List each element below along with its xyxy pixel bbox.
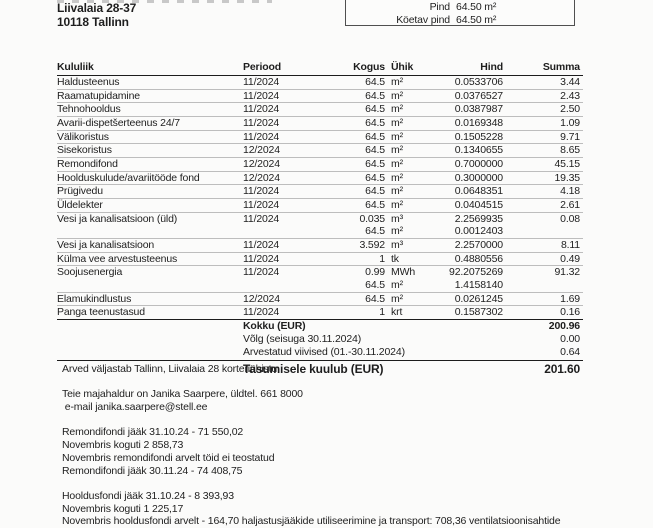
cell-summa: 2.61 bbox=[560, 198, 580, 211]
cell-kululiik: Soojusenergia bbox=[57, 266, 123, 279]
cell-kululiik bbox=[57, 279, 243, 292]
cell-summa: 91.32 bbox=[554, 266, 580, 279]
cell-hind: 0.0169348 bbox=[454, 116, 503, 129]
table-row bbox=[57, 213, 583, 226]
cell-periood: 12/2024 bbox=[243, 144, 280, 157]
table-row bbox=[57, 103, 583, 117]
cell-summa: 2.50 bbox=[560, 103, 580, 116]
cell-hind: 0.1505228 bbox=[454, 130, 503, 143]
cell-kogus: 64.5 bbox=[365, 171, 385, 184]
cell-hind: 0.0012403 bbox=[454, 225, 503, 238]
footer-line bbox=[62, 477, 647, 490]
cell-kululiik: Vesi ja kanalisatsioon bbox=[57, 238, 155, 251]
cell-periood: 12/2024 bbox=[243, 157, 280, 170]
cell-hind: 0.1587302 bbox=[454, 306, 503, 319]
cell-summa: 0.16 bbox=[560, 306, 580, 319]
table-body bbox=[57, 76, 583, 319]
table-row bbox=[57, 185, 583, 199]
cell-kogus: 1 bbox=[379, 306, 385, 319]
cell-uhik: m³ bbox=[391, 238, 403, 251]
cell-kululiik: Panga teenustasud bbox=[57, 306, 145, 319]
cell-kululiik: Välikoristus bbox=[57, 130, 109, 143]
cell-uhik: m² bbox=[391, 292, 403, 305]
cell-hind: 0.7000000 bbox=[454, 157, 503, 170]
summary-row bbox=[57, 320, 583, 333]
table-row bbox=[57, 172, 583, 186]
cell-uhik: m² bbox=[391, 278, 403, 291]
cell-kogus: 0.99 bbox=[365, 266, 385, 279]
cell-hind: 0.4880556 bbox=[454, 252, 503, 265]
cell-kululiik: Raamatupidamine bbox=[57, 89, 140, 102]
cell-hind: 0.0387987 bbox=[454, 103, 503, 116]
table-row bbox=[57, 266, 583, 279]
cell-kogus: 64.5 bbox=[365, 157, 385, 170]
cell-hind: 0.1340655 bbox=[454, 144, 503, 157]
cell-summa: 8.65 bbox=[560, 144, 580, 157]
summary-row bbox=[57, 346, 583, 359]
cell-summa: 3.44 bbox=[560, 76, 580, 88]
summary-label: Kokku (EUR) bbox=[243, 319, 306, 332]
cost-table bbox=[57, 60, 583, 376]
footer-line: Remondifondi jääk 31.10.24 - 71 550,02 bbox=[62, 426, 244, 439]
cell-kululiik: Haldusteenus bbox=[57, 76, 120, 88]
cell-kogus: 0.035 bbox=[359, 212, 385, 225]
cell-hind: 0.0404515 bbox=[454, 198, 503, 211]
cell-kululiik: Külma vee arvestusteenus bbox=[57, 252, 178, 265]
summary-spacer bbox=[57, 320, 243, 333]
cell-uhik: m² bbox=[391, 225, 403, 238]
cell-periood bbox=[243, 279, 323, 292]
cell-kululiik: Elamukindlustus bbox=[57, 292, 132, 305]
info-row bbox=[346, 1, 574, 14]
footer-line: Remondifondi jääk 30.11.24 - 74 408,75 bbox=[62, 464, 243, 477]
cell-kogus: 64.5 bbox=[365, 89, 385, 102]
cell-hind: 92.2075269 bbox=[449, 266, 503, 279]
cell-uhik: m² bbox=[391, 116, 403, 129]
cell-kogus: 64.5 bbox=[365, 225, 385, 238]
table-row bbox=[57, 144, 583, 158]
cell-periood: 11/2024 bbox=[243, 185, 280, 198]
footer-line: Novembris hooldusfondi arvelt - 164,70 haljastusjääkide utiliseerimine ja transport: 708,36 ventilatsioonisahtide bbox=[62, 515, 561, 528]
table-row bbox=[57, 199, 583, 213]
cell-kululiik: Sisekoristus bbox=[57, 144, 112, 157]
summary-value: 0.00 bbox=[560, 332, 580, 345]
cell-periood: 11/2024 bbox=[243, 252, 280, 265]
table-row bbox=[57, 225, 583, 239]
cell-kogus: 64.5 bbox=[365, 103, 385, 116]
cell-uhik: m² bbox=[391, 157, 403, 170]
footer-line: e-mail janika.saarpere@stell.ee bbox=[62, 401, 208, 414]
table-header-row bbox=[57, 60, 583, 76]
footer-line: Novembris koguti 1 225,17 bbox=[62, 502, 184, 515]
cell-hind: 0.0261245 bbox=[454, 292, 503, 305]
footer-line bbox=[62, 376, 647, 389]
cell-hind: 0.3000000 bbox=[454, 171, 503, 184]
cell-kululiik: Avarii-dispetšerteenus 24/7 bbox=[57, 116, 180, 129]
table-row bbox=[57, 279, 583, 293]
summary-spacer bbox=[57, 346, 243, 359]
cell-uhik: m² bbox=[391, 185, 403, 198]
cell-summa bbox=[503, 279, 583, 292]
address-street: Liivalaia 28-37 bbox=[57, 1, 137, 15]
cell-summa: 8.11 bbox=[560, 238, 580, 251]
cell-summa bbox=[503, 225, 583, 238]
cell-kogus: 64.5 bbox=[365, 198, 385, 211]
cell-uhik: m² bbox=[391, 198, 403, 211]
summary-value: 200.96 bbox=[548, 319, 580, 332]
table-row bbox=[57, 131, 583, 145]
cell-uhik: tk bbox=[391, 252, 399, 265]
cell-kogus: 64.5 bbox=[365, 144, 385, 157]
footer-line: Hooldusfondi jääk 31.10.24 - 8 393,93 bbox=[62, 489, 234, 502]
cell-hind: 2.2569935 bbox=[454, 212, 503, 225]
cell-kululiik: Üldelekter bbox=[57, 198, 103, 211]
info-value: 64.50 m² bbox=[456, 14, 497, 26]
footer-notes bbox=[62, 363, 647, 528]
cell-hind: 0.0533706 bbox=[454, 76, 503, 88]
cell-kululiik: Tehnohooldus bbox=[57, 103, 121, 116]
cell-periood: 11/2024 bbox=[243, 198, 280, 211]
info-label: Köetav pind bbox=[396, 14, 450, 26]
col-kogus: Kogus bbox=[353, 61, 385, 73]
cell-kululiik: Vesi ja kanalisatsioon (üld) bbox=[57, 212, 178, 225]
table-row bbox=[57, 239, 583, 253]
summary-label: Võlg (seisuga 30.11.2024) bbox=[243, 332, 362, 345]
cell-kogus: 64.5 bbox=[365, 292, 385, 305]
address-city: 10118 Tallinn bbox=[57, 15, 129, 29]
col-hind: Hind bbox=[480, 61, 503, 73]
cell-periood: 11/2024 bbox=[243, 116, 280, 129]
cell-periood: 12/2024 bbox=[243, 171, 280, 184]
cell-periood: 11/2024 bbox=[243, 306, 280, 319]
cell-uhik: krt bbox=[391, 306, 403, 319]
total-label: Tasumisele kuulub (EUR) bbox=[243, 361, 384, 376]
cell-periood: 11/2024 bbox=[243, 266, 280, 279]
cell-periood: 11/2024 bbox=[243, 89, 280, 102]
cell-kululiik: Hoolduskulude/avariitööde fond bbox=[57, 171, 200, 184]
cell-kululiik: Prügivedu bbox=[57, 185, 103, 198]
cell-kogus: 64.5 bbox=[365, 116, 385, 129]
table-row bbox=[57, 253, 583, 267]
cell-kogus: 64.5 bbox=[365, 130, 385, 143]
info-value: 64.50 m² bbox=[456, 1, 497, 13]
info-label: Pind bbox=[429, 1, 450, 13]
cell-summa: 9.71 bbox=[560, 130, 580, 143]
summary-value: 0.64 bbox=[560, 345, 580, 358]
table-row bbox=[57, 76, 583, 90]
cell-kogus: 64.5 bbox=[365, 185, 385, 198]
cell-hind: 2.2570000 bbox=[454, 238, 503, 251]
cell-uhik: MWh bbox=[391, 266, 416, 279]
col-uhik: Ühik bbox=[391, 61, 414, 73]
cell-summa: 1.69 bbox=[560, 292, 580, 305]
cell-summa: 19.35 bbox=[554, 171, 580, 184]
footer-line bbox=[62, 414, 647, 427]
cell-periood: 12/2024 bbox=[243, 292, 280, 305]
col-summa: Summa bbox=[542, 61, 580, 73]
cell-uhik: m² bbox=[391, 76, 403, 88]
cell-summa: 0.08 bbox=[560, 212, 580, 225]
info-row bbox=[346, 14, 574, 27]
cell-hind: 0.0376527 bbox=[454, 89, 503, 102]
cell-periood: 11/2024 bbox=[243, 103, 280, 116]
cell-periood bbox=[243, 225, 323, 238]
cell-periood: 11/2024 bbox=[243, 238, 280, 251]
apartment-info-box bbox=[345, 0, 575, 26]
cell-summa: 2.43 bbox=[560, 89, 580, 102]
cell-periood: 11/2024 bbox=[243, 130, 280, 143]
cell-kogus: 64.5 bbox=[365, 76, 385, 88]
table-row bbox=[57, 158, 583, 172]
summary-rows bbox=[57, 320, 583, 359]
cell-kogus: 1 bbox=[379, 252, 385, 265]
cell-hind: 1.4158140 bbox=[454, 278, 503, 291]
cell-summa: 45.15 bbox=[554, 157, 580, 170]
table-row bbox=[57, 293, 583, 307]
footer-line: Teie majahaldur on Janika Saarpere, üldtel. 661 8000 bbox=[62, 388, 303, 401]
cell-uhik: m² bbox=[391, 144, 403, 157]
table-row bbox=[57, 90, 583, 104]
summary-spacer bbox=[57, 333, 243, 346]
footer-line: Novembris remondifondi arvelt töid ei teostatud bbox=[62, 451, 275, 464]
cell-hind: 0.0648351 bbox=[454, 185, 503, 198]
cell-periood: 11/2024 bbox=[243, 212, 280, 225]
cell-uhik: m³ bbox=[391, 212, 403, 225]
summary-row bbox=[57, 333, 583, 346]
cell-kululiik: Remondifond bbox=[57, 157, 118, 170]
table-row bbox=[57, 306, 583, 319]
cell-summa: 4.18 bbox=[560, 185, 580, 198]
total-value: 201.60 bbox=[544, 361, 580, 376]
cell-uhik: m² bbox=[391, 103, 403, 116]
cell-periood: 11/2024 bbox=[243, 76, 280, 88]
col-periood: Periood bbox=[243, 61, 282, 73]
table-row bbox=[57, 117, 583, 131]
cell-uhik: m² bbox=[391, 130, 403, 143]
cell-kogus: 3.592 bbox=[359, 238, 385, 251]
cell-kululiik bbox=[57, 225, 243, 238]
cell-uhik: m² bbox=[391, 171, 403, 184]
cell-summa: 1.09 bbox=[560, 116, 580, 129]
recipient-address bbox=[57, 1, 136, 29]
footer-line: Arved väljastab Tallinn, Liivalaia 28 korteriühistu bbox=[62, 363, 278, 375]
footer-line: Novembris koguti 2 858,73 bbox=[62, 439, 184, 452]
cell-kogus: 64.5 bbox=[365, 278, 385, 291]
cell-uhik: m² bbox=[391, 89, 403, 102]
summary-label: Arvestatud viivised (01.-30.11.2024) bbox=[243, 345, 405, 358]
cell-summa: 0.49 bbox=[560, 252, 580, 265]
col-kululiik: Kululiik bbox=[57, 61, 94, 73]
